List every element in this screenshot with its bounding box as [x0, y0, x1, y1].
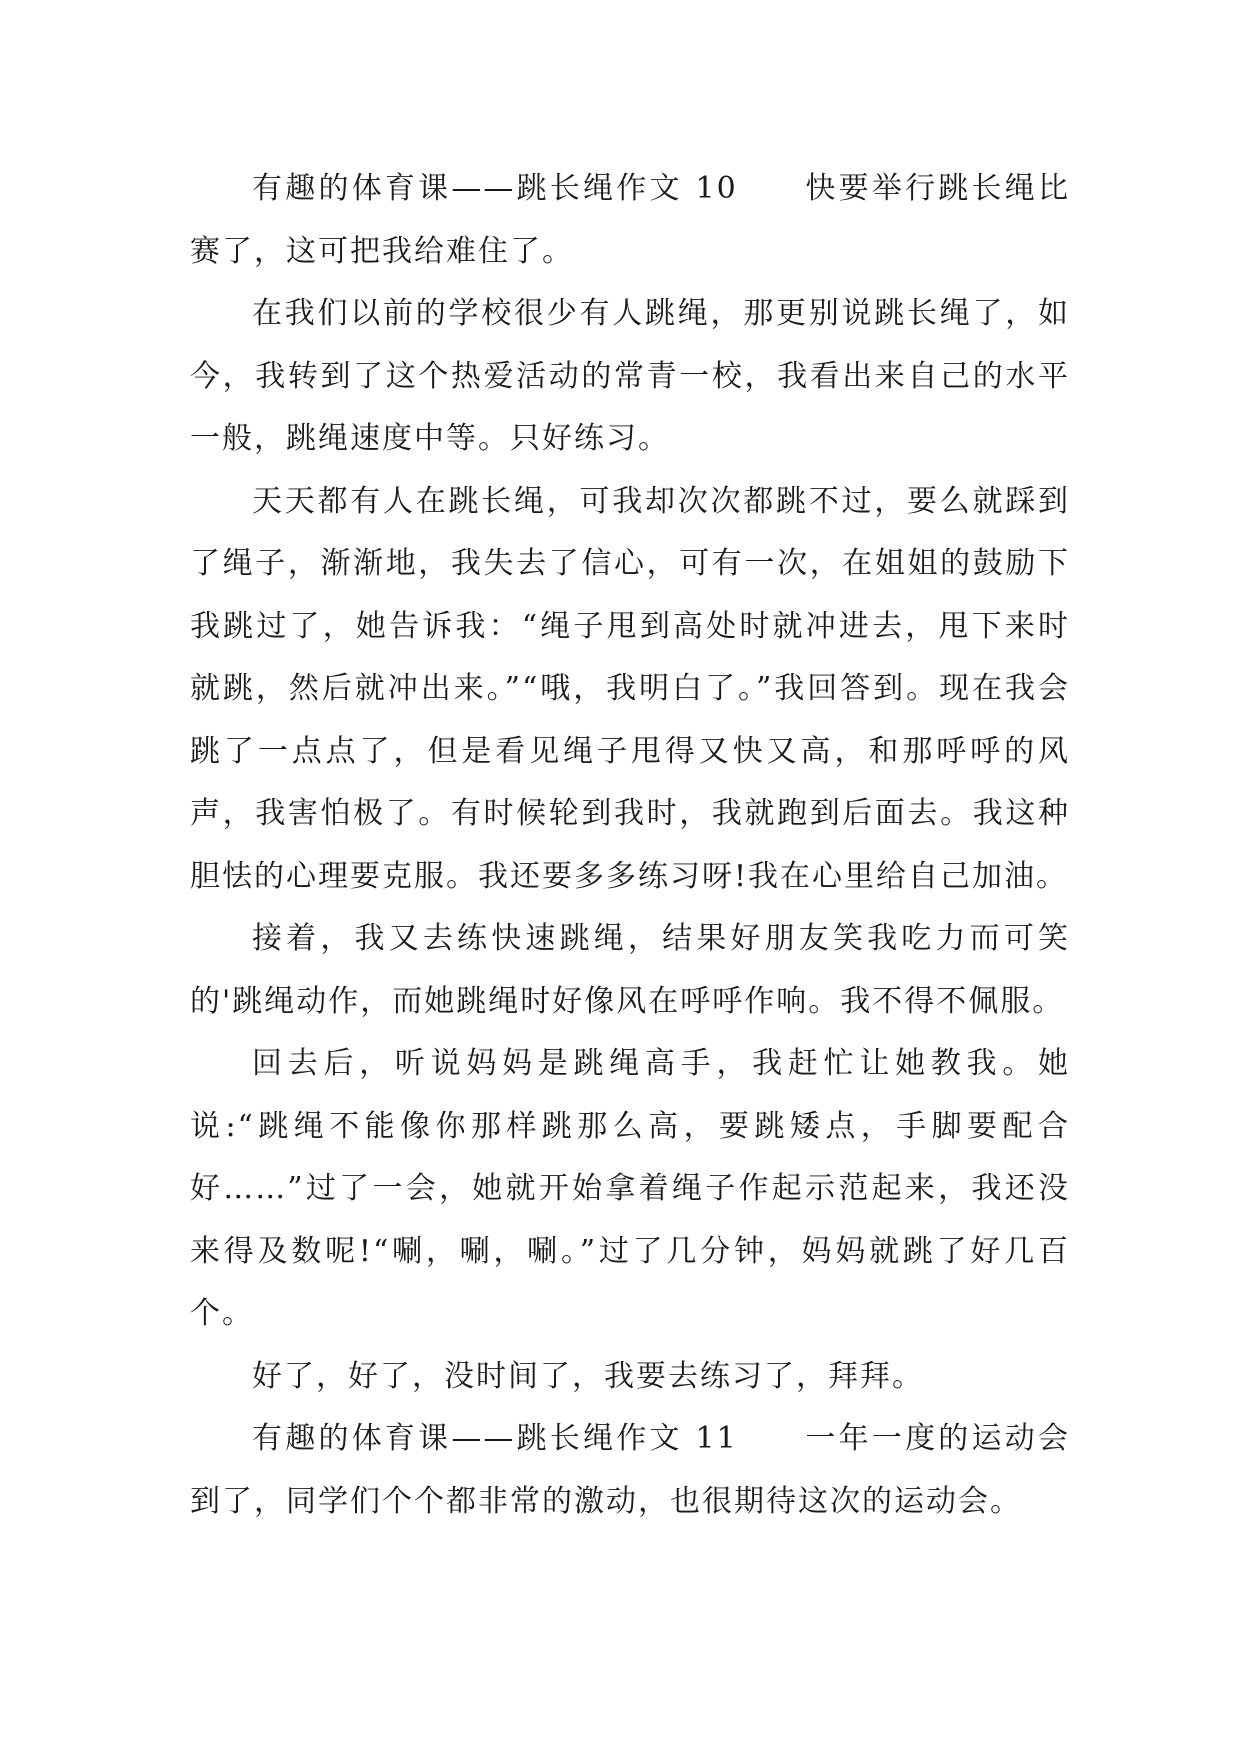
paragraph: 天天都有人在跳长绳，可我却次次都跳不过，要么就踩到了绳子，渐渐地，我失去了信心，可有一次，在姐姐的鼓励下我跳过了，她告诉我：“绳子甩到高处时就冲进去，甩下来时就跳，然后就冲出来。”“哦，我明白了。”我回答到。现在我会跳了一点点了，但是看见绳子甩得又快又高，和那呼呼的风声，我害怕极了。有时候轮到我时，我就跑到后面去。我这种胆怯的心理要克服。我还要多多练习呀!我在心里给自己加油。: [190, 483, 1070, 894]
paragraph: 有趣的体育课——跳长绳作文 10 快要举行跳长绳比赛了，这可把我给难住了。: [190, 171, 1070, 269]
paragraph: 接着，我又去练快速跳绳，结果好朋友笑我吃力而可笑的'跳绳动作，而她跳绳时好像风在呼呼作响。我不得不佩服。: [190, 921, 1070, 1019]
paragraph: 有趣的体育课——跳长绳作文 11 一年一度的运动会到了，同学们个个都非常的激动，也很期待这次的运动会。: [190, 1421, 1070, 1519]
paragraph: 回去后，听说妈妈是跳绳高手，我赶忙让她教我。她说:“跳绳不能像你那样跳那么高，要跳矮点，手脚要配合好……”过了一会，她就开始拿着绳子作起示范起来，我还没来得及数呢!“唰，唰，唰。”过了几分钟，妈妈就跳了好几百个。: [190, 1046, 1070, 1331]
paragraph: 在我们以前的学校很少有人跳绳，那更别说跳长绳了，如今，我转到了这个热爱活动的常青一校，我看出来自己的水平一般，跳绳速度中等。只好练习。: [190, 296, 1070, 456]
essay-body: [190, 158, 1070, 1533]
paragraph: 好了，好了，没时间了，我要去练习了，拜拜。: [252, 1358, 924, 1394]
